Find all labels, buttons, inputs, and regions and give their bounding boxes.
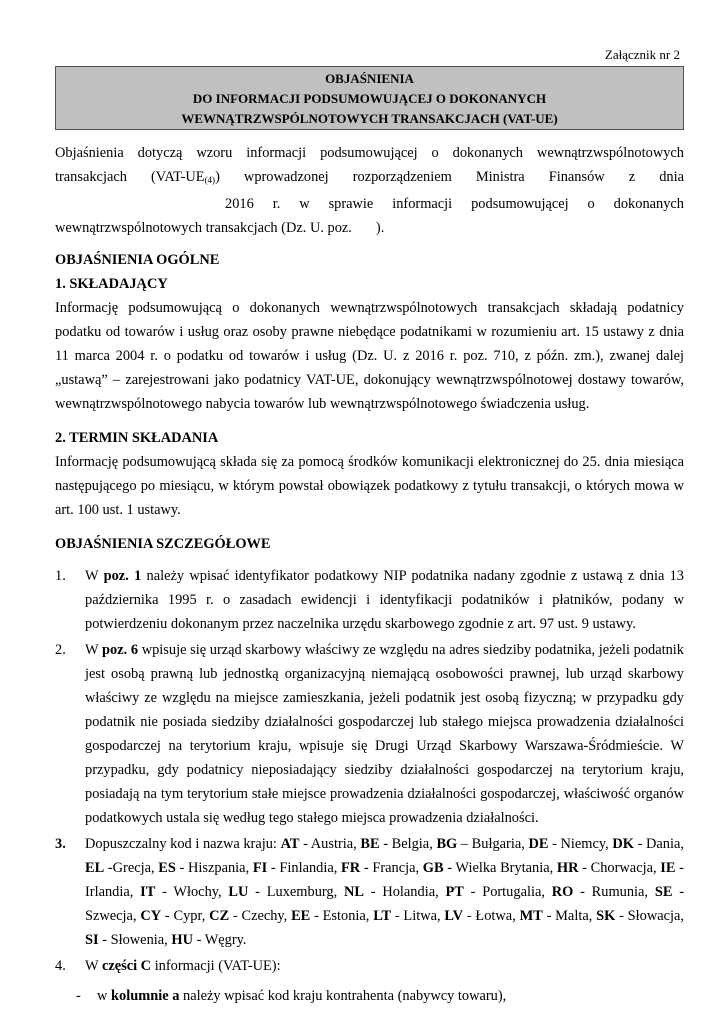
country-entry bbox=[373, 908, 440, 924]
item-1-bold: poz. 1 bbox=[103, 568, 142, 584]
country-name: - Słowenia, bbox=[98, 932, 168, 948]
country-code: RO bbox=[551, 884, 574, 900]
country-code: IT bbox=[140, 884, 156, 900]
country-entry bbox=[423, 860, 553, 876]
intro-end: ). bbox=[375, 220, 385, 236]
country-name: - Czechy, bbox=[229, 908, 288, 924]
section-2-heading: 2. TERMIN SKŁADANIA bbox=[55, 430, 219, 446]
detail-list bbox=[55, 564, 684, 978]
annex-label: Załącznik nr 2 bbox=[604, 47, 680, 62]
item-2-pre: W bbox=[85, 642, 99, 658]
country-name: - Luxemburg, bbox=[248, 884, 338, 900]
country-code: FI bbox=[252, 860, 268, 876]
country-name: - Włochy, bbox=[155, 884, 222, 900]
country-name: - Austria, bbox=[299, 836, 357, 852]
country-entry bbox=[444, 908, 515, 924]
country-entry bbox=[445, 884, 544, 900]
intro-paragraph bbox=[55, 141, 684, 240]
country-name: - Węgry. bbox=[192, 932, 247, 948]
country-name: - Holandia, bbox=[364, 884, 439, 900]
country-name: - Portugalia, bbox=[463, 884, 545, 900]
country-name: - Cypr, bbox=[161, 908, 206, 924]
country-name: - Słowacja, bbox=[615, 908, 685, 924]
country-entry bbox=[85, 860, 155, 876]
country-name: - Niemcy, bbox=[548, 836, 609, 852]
country-entry bbox=[158, 860, 249, 876]
item-1-number: 1. bbox=[55, 568, 66, 584]
country-name: - Estonia, bbox=[310, 908, 370, 924]
country-entry bbox=[228, 884, 337, 900]
section-1-text: Informację podsumowującą o dokonanych wewnątrzwspólnotowych transakcjach składają podatnicy podatku od towarów i usług oraz osoby prawne niebędące podatnikami w rozumieniu art. 15 ustawy z dnia 11 marca 2004 r. o podatku od towarów i usług (Dz. U. z 2016 r. poz. 710, z późn. zm.), zwanej dalej „ustawą” – zarejestrowani jako podatnicy VAT-UE, dokonujący wewnątrzwspólnotowej dostawy towarów, wewnątrzwspólnotowego nabycia towarów lub wewnątrzwspólnotowego świadczenia usług. bbox=[55, 300, 684, 412]
country-entry bbox=[281, 836, 357, 852]
list-item-2 bbox=[55, 638, 684, 830]
country-name: - Wielka Brytania, bbox=[443, 860, 554, 876]
list-item-4 bbox=[55, 954, 684, 978]
country-entry bbox=[436, 836, 524, 852]
item-2-number: 2. bbox=[55, 642, 66, 658]
header-line-3: WEWNĄTRZWSPÓLNOTOWYCH TRANSAKCJACH (VAT-UE) bbox=[181, 111, 558, 126]
item-3-number: 3. bbox=[55, 836, 66, 852]
country-code: LT bbox=[373, 908, 392, 924]
country-code: NL bbox=[344, 884, 364, 900]
country-entry bbox=[520, 908, 593, 924]
country-code: LV bbox=[444, 908, 464, 924]
intro-year: 2016 r. bbox=[225, 196, 281, 212]
country-code: SI bbox=[85, 932, 99, 948]
item-4-bold: części C bbox=[101, 958, 152, 974]
intro-part-1: Objaśnienia dotyczą wzoru informacji podsumowującej o dokonanych wewnątrzwspólnotowych transakcjach (VAT-UE bbox=[55, 145, 684, 185]
country-name: - Łotwa, bbox=[463, 908, 516, 924]
country-name: - Finlandia, bbox=[267, 860, 338, 876]
intro-sub: (4) bbox=[204, 175, 216, 185]
item-1-text: należy wpisać identyfikator podatkowy NIP podatnika nadany zgodnie z ustawą z dnia 13 października 1995 r. o zasadach ewidencji i identyfikacji podatników i płatników, podany w potwierdzeniu dokonanym przez naczelnika urzędu skarbowego zgodnie z art. 97 ust. 9 ustawy. bbox=[85, 568, 684, 632]
country-code: LU bbox=[228, 884, 249, 900]
country-entry bbox=[140, 884, 222, 900]
country-code: BE bbox=[360, 836, 380, 852]
country-code: MT bbox=[519, 908, 543, 924]
intro-part-2: ) wprowadzonej rozporządzeniem Ministra Finansów z dnia bbox=[215, 169, 684, 185]
country-code: BG bbox=[436, 836, 458, 852]
country-code: DE bbox=[528, 836, 549, 852]
item-4-subitem bbox=[55, 984, 684, 1008]
country-name: - Hiszpania, bbox=[175, 860, 250, 876]
subitem-bold: kolumnie a bbox=[111, 988, 180, 1004]
country-entry bbox=[209, 908, 287, 924]
item-4-pre: W bbox=[85, 958, 99, 974]
subitem-pre: w bbox=[97, 988, 108, 1004]
country-name: - Szwecja, bbox=[85, 884, 684, 924]
country-code: HR bbox=[556, 860, 579, 876]
subitem-dash: - bbox=[76, 988, 81, 1004]
section-2-text: Informację podsumowującą składa się za pomocą środków komunikacji elektronicznej do 25. dnia miesiąca następującego po miesiącu, w którym powstał obowiązek podatkowy z tytułu transakcji, o których mowa w art. 100 ust. 1 ustawy. bbox=[55, 454, 684, 518]
country-entry bbox=[253, 860, 338, 876]
intro-part-3: w sprawie informacji podsumowującej o dokonanych wewnątrzwspólnotowych transakcjach (Dz. U. poz. bbox=[55, 196, 684, 236]
country-code: HU bbox=[171, 932, 193, 948]
list-item-1 bbox=[55, 564, 684, 636]
country-name: - Dania, bbox=[633, 836, 684, 852]
item-2-text: wpisuje się urząd skarbowy właściwy ze względu na adres siedziby podatnika, jeżeli podatnik jest osobą prawną lub jednostką organizacyjną niemającą osobowości prawnej, lub urząd skarbowy właściwy ze względu na miejsce zamieszkania, jeżeli podatnik jest osobą fizyczną; w przypadku gdy podatnik nie posiada siedziby działalności gospodarczej lub stałego miejsca prowadzenia działalności gospodarczej na terytorium kraju, wpisuje się Drugi Urząd Skarbowy Warszawa-Śródmieście. W przypadku, gdy podatnicy nieposiadający siedziby działalności gospodarczej na terytorium kraju, posiadają na tym terytorium stałe miejsce prowadzenia działalności gospodarczej, właściwość organów podatkowych ustala się według tego stałego miejsca prowadzenia działalności. bbox=[85, 642, 684, 826]
general-heading: OBJAŚNIENIA OGÓLNE bbox=[55, 252, 220, 268]
country-code: DK bbox=[612, 836, 634, 852]
country-list bbox=[85, 836, 684, 948]
country-code: GB bbox=[422, 860, 444, 876]
country-name: - Belgia, bbox=[379, 836, 433, 852]
item-4-text: informacji (VAT-UE): bbox=[154, 958, 281, 974]
country-code: SK bbox=[596, 908, 616, 924]
item-3-intro: Dopuszczalny kod i nazwa kraju: bbox=[85, 836, 277, 852]
list-item-3 bbox=[55, 832, 684, 952]
country-name: - Rumunia, bbox=[573, 884, 649, 900]
country-name: - Litwa, bbox=[391, 908, 441, 924]
country-entry bbox=[612, 836, 684, 852]
country-entry bbox=[291, 908, 369, 924]
header-line-2: DO INFORMACJI PODSUMOWUJĄCEJ O DOKONANYCH bbox=[192, 91, 547, 106]
country-name: - Irlandia, bbox=[85, 860, 684, 900]
country-entry bbox=[557, 860, 657, 876]
document-header bbox=[55, 66, 684, 130]
item-1-pre: W bbox=[85, 568, 99, 584]
country-code: FR bbox=[341, 860, 361, 876]
country-code: EE bbox=[291, 908, 311, 924]
country-entry bbox=[360, 836, 432, 852]
country-entry bbox=[596, 908, 684, 924]
country-name: - Francja, bbox=[360, 860, 420, 876]
country-code: CY bbox=[140, 908, 162, 924]
country-code: SE bbox=[654, 884, 673, 900]
country-entry bbox=[341, 860, 419, 876]
country-entry bbox=[171, 932, 246, 948]
country-code: EL bbox=[85, 860, 105, 876]
country-entry bbox=[344, 884, 439, 900]
country-name: - Malta, bbox=[542, 908, 593, 924]
country-code: CZ bbox=[209, 908, 230, 924]
header-line-1: OBJAŚNIENIA bbox=[325, 71, 414, 86]
section-1-heading: 1. SKŁADAJĄCY bbox=[55, 276, 168, 292]
country-code: PT bbox=[445, 884, 464, 900]
country-name: – Bułgaria, bbox=[457, 836, 525, 852]
country-name: - Chorwacja, bbox=[578, 860, 657, 876]
subitem-text: należy wpisać kod kraju kontrahenta (nabywcy towaru), bbox=[183, 988, 507, 1004]
item-2-bold: poz. 6 bbox=[102, 642, 139, 658]
country-entry bbox=[85, 932, 168, 948]
country-code: IE bbox=[660, 860, 676, 876]
country-code: ES bbox=[158, 860, 176, 876]
document-body bbox=[55, 141, 684, 1008]
country-code: AT bbox=[280, 836, 300, 852]
country-name: -Grecja, bbox=[104, 860, 155, 876]
item-4-number: 4. bbox=[55, 958, 66, 974]
detail-heading: OBJAŚNIENIA SZCZEGÓŁOWE bbox=[55, 536, 271, 552]
country-entry bbox=[140, 908, 205, 924]
country-entry bbox=[528, 836, 608, 852]
country-entry bbox=[552, 884, 648, 900]
